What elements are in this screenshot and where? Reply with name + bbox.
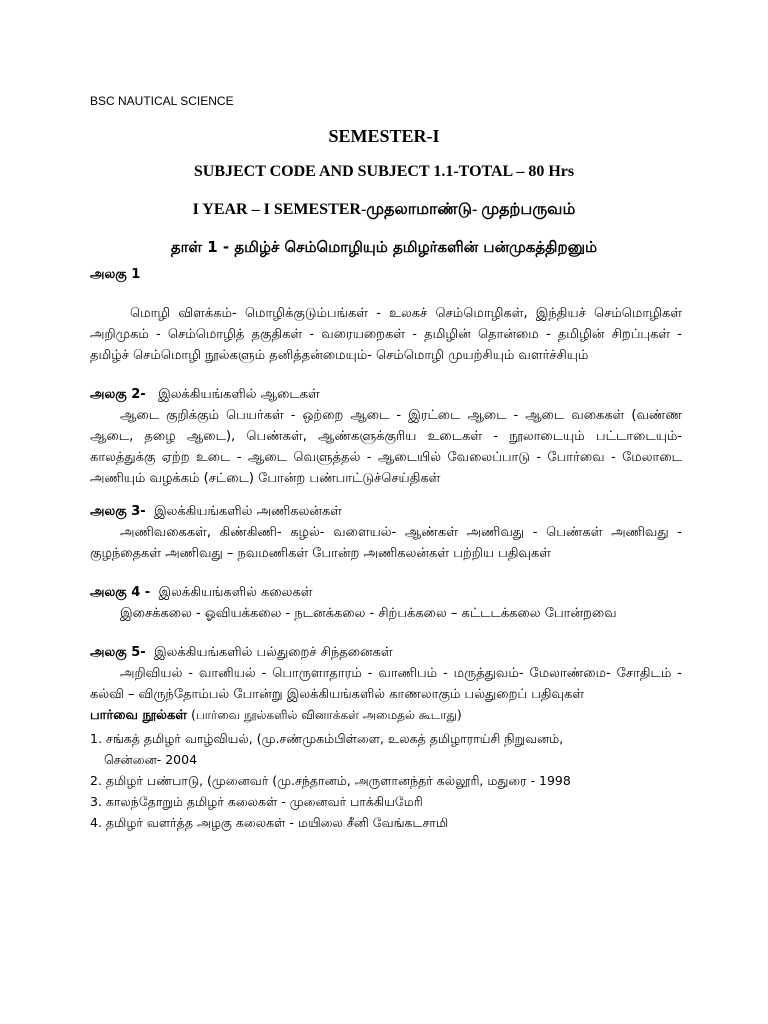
list-item: 1. சங்கத் தமிழர் வாழ்வியல், (மு.சண்முகம்பிள்ளை, உலகத் தமிழாராய்சி நிறுவனம், சென்னை- 2004 <box>90 731 564 767</box>
unit-text: அணிவகைகள், கிண்கிணி- கழல்- வளையல்- ஆண்கள் அணிவது - பெண்கள் அணிவது - குழந்தைகள் அணிவது – நவமணிகள் போன்ற அணிகலன்கள் பற்றிய பதிவுகள் <box>90 525 682 561</box>
unit-1 <box>90 264 682 366</box>
page-header: BSC NAUTICAL SCIENCE <box>90 94 234 108</box>
unit-5 <box>90 642 682 705</box>
list-item: 3. காலந்தோறும் தமிழர் கலைகள் - முனைவர் பாக்கியமேரி <box>90 794 423 809</box>
unit-heading: அலகு 3- <box>90 504 146 519</box>
year-semester-title: I YEAR – I SEMESTER-முதலாமாண்டு- முதற்பருவம் <box>192 201 576 218</box>
unit-4 <box>90 582 682 624</box>
list-item: 2. தமிழர் பண்பாடு, (முனைவர் (மு.சந்தானம், அருளானந்தர் கல்லூரி, மதுரை - 1998 <box>90 773 571 788</box>
unit-2 <box>90 384 682 489</box>
unit-text: இசைக்கலை - ஓவியக்கலை - நடனக்கலை - சிற்பக்கலை – கட்டடக்கலை போன்றவை <box>120 606 617 621</box>
semester-title: SEMESTER-I <box>328 126 440 146</box>
unit-heading: அலகு 4 - <box>90 585 151 600</box>
references-heading: பார்வை நூல்கள் <box>90 708 188 723</box>
paper-title: தாள் 1 - தமிழ்ச் செம்மொழியும் தமிழர்களின் பன்முகத்திறனும் <box>170 238 598 256</box>
unit-title: இலக்கியங்களில் அணிகலன்கள் <box>153 504 343 519</box>
references-list <box>90 728 682 833</box>
unit-heading: அலகு 1 <box>90 267 141 282</box>
unit-3 <box>90 501 682 564</box>
unit-heading: அலகு 2- <box>90 387 146 402</box>
syllabus-body <box>90 264 682 833</box>
unit-text: ஆடை குறிக்கும் பெயர்கள் - ஒற்றை ஆடை - இரட்டை ஆடை - ஆடை வகைகள் (வண்ண ஆடை, தழை ஆடை), பெண்கள், ஆண்களுக்குரிய உடைகள் - நூலாடையும் பட்டாடையும்- காலத்துக்கு ஏற்ற உடை - ஆடை வெளுத்தல் - ஆடையில் வேலைப்பாடு - போர்வை - மேலாடை அணியும் வழக்கம் (சட்டை) போன்ற பண்பாட்டுச்செய்திகள் <box>90 408 682 486</box>
references-section <box>90 705 682 833</box>
unit-text: அறிவியல் - வானியல் - பொருளாதாரம் - வாணிபம் - மருத்துவம்- மேலாண்மை- சோதிடம் - கல்வி – விருந்தோம்பல் போன்று இலக்கியங்களில் காணலாகும் பல்துறைப் பதிவுகள் <box>90 666 682 702</box>
unit-title: இலக்கியங்களில் கலைகள் <box>158 585 313 600</box>
list-item: 4. தமிழர் வளர்த்த அழகு கலைகள் - மயிலை சீனி வேங்கடசாமி <box>90 815 449 830</box>
references-note: (பார்வை நூல்களில் வினாக்கள் அமைதல் கூடாது) <box>191 708 462 722</box>
unit-title: இலக்கியங்களில் ஆடைகள் <box>158 387 320 402</box>
subject-code-title: SUBJECT CODE AND SUBJECT 1.1-TOTAL – 80 Hrs <box>193 163 575 180</box>
unit-title: இலக்கியங்களில் பல்துறைச் சிந்தனைகள் <box>153 645 393 660</box>
unit-heading: அலகு 5- <box>90 645 146 660</box>
unit-text: மொழி விளக்கம்- மொழிக்குடும்பங்கள் - உலகச் செம்மொழிகள், இந்தியச் செம்மொழிகள் அறிமுகம் - செம்மொழித் தகுதிகள் - வரையறைகள் - தமிழின் தொன்மை - தமிழின் சிறப்புகள் - தமிழ்ச் செம்மொழி நூல்களும் தனித்தன்மையும்- செம்மொழி முயற்சியும் வளர்ச்சியும் <box>90 306 682 363</box>
